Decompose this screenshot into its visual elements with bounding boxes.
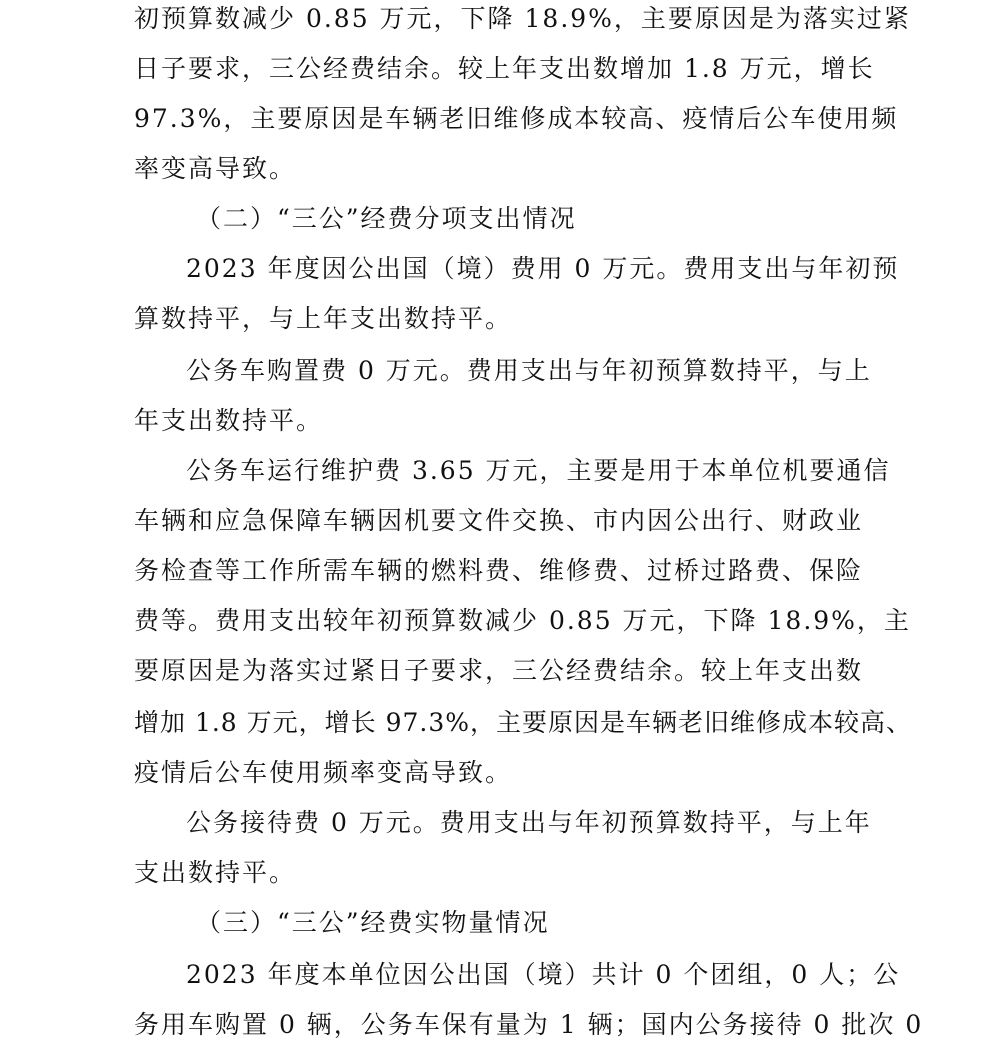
text-line: 日子要求，三公经费结余。较上年支出数增加 1.8 万元，增长	[134, 54, 875, 83]
text-line: 费等。费用支出较年初预算数减少 0.85 万元，下降 18.9%，主	[134, 606, 911, 635]
text-line: 97.3%，主要原因是车辆老旧维修成本较高、疫情后公车使用频	[134, 104, 899, 133]
text-line: 支出数持平。	[134, 858, 297, 887]
section-heading: （三）“三公”经费实物量情况	[196, 908, 550, 937]
text-line: 公务车购置费 0 万元。费用支出与年初预算数持平，与上	[186, 356, 872, 385]
text-line: 要原因是为落实过紧日子要求，三公经费结余。较上年支出数	[134, 656, 864, 685]
text-line: 2023 年度本单位因公出国（境）共计 0 个团组，0 人；公	[186, 960, 901, 989]
text-line: 2023 年度因公出国（境）费用 0 万元。费用支出与年初预	[186, 254, 900, 283]
text-line: 算数持平，与上年支出数持平。	[134, 304, 513, 333]
text-line: 疫情后公车使用频率变高导致。	[134, 758, 513, 787]
text-line: 初预算数减少 0.85 万元，下降 18.9%，主要原因是为落实过紧	[134, 4, 911, 33]
text-line: 务用车购置 0 辆，公务车保有量为 1 辆；国内公务接待 0 批次 0	[134, 1010, 924, 1039]
text-line: 率变高导致。	[134, 154, 297, 183]
text-line: 车辆和应急保障车辆因机要文件交换、市内因公出行、财政业	[134, 506, 864, 535]
text-line: 务检查等工作所需车辆的燃料费、维修费、过桥过路费、保险	[134, 556, 864, 585]
text-line: 公务接待费 0 万元。费用支出与年初预算数持平，与上年	[186, 808, 872, 837]
text-line: 年支出数持平。	[134, 406, 324, 435]
text-line: 公务车运行维护费 3.65 万元，主要是用于本单位机要通信	[186, 456, 891, 485]
text-line: 增加 1.8 万元，增长 97.3%，主要原因是车辆老旧维修成本较高、	[134, 708, 913, 737]
section-heading: （二）“三公”经费分项支出情况	[196, 204, 577, 233]
